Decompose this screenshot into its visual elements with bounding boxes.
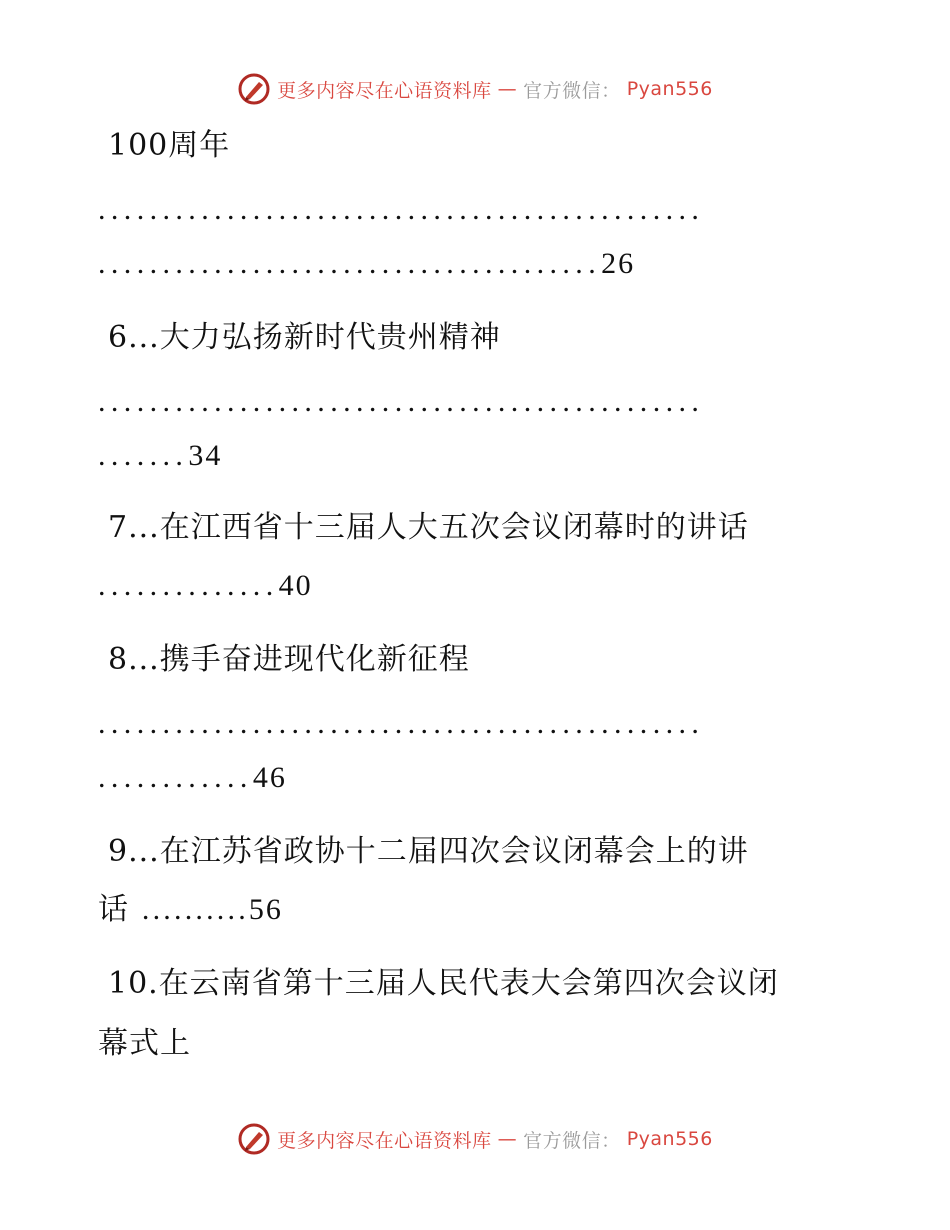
- watermark-label: 官方微信：: [523, 79, 621, 102]
- toc-page-number: 46: [252, 761, 287, 794]
- toc-leader-dots: ...............................................: [98, 193, 705, 226]
- toc-page-number: 40: [278, 569, 313, 602]
- toc-leader-dots: ...............................................: [98, 707, 705, 740]
- watermark-id: Pyan556: [626, 78, 713, 100]
- toc-leader-dots: .......: [98, 439, 189, 472]
- toc-leader-row: [98, 566, 313, 606]
- footer-watermark: [0, 1122, 950, 1156]
- toc-leader-row: [98, 890, 283, 930]
- toc-page-number: 26: [601, 247, 636, 280]
- header-watermark: [0, 72, 950, 106]
- watermark-text: 更多内容尽在心语资料库: [277, 79, 492, 102]
- toc-leader-dots: ..............: [98, 569, 279, 602]
- toc-page-number: 34: [188, 439, 223, 472]
- watermark-id: Pyan556: [626, 1128, 713, 1150]
- toc-item-10[interactable]: 10.在云南省第十三届人民代表大会第四次会议闭: [108, 966, 779, 1001]
- toc-item-9-continued: 话 ..........: [98, 893, 249, 926]
- toc-leader-row: [98, 436, 222, 476]
- pen-logo-icon: [237, 1122, 271, 1156]
- pen-logo-icon: [237, 72, 271, 106]
- watermark-label: 官方微信：: [523, 1129, 621, 1152]
- toc-item-9[interactable]: 9...在江苏省政协十二届四次会议闭幕会上的讲: [108, 834, 749, 869]
- toc-item-10-continued: 幕式上: [98, 1026, 191, 1061]
- toc-leader-dots: .......................................: [98, 247, 602, 280]
- toc-item-6[interactable]: 6...大力弘扬新时代贵州精神: [108, 320, 501, 355]
- watermark-dash: —: [497, 1128, 518, 1150]
- toc-leader-dots: ............: [98, 761, 253, 794]
- watermark-text: 更多内容尽在心语资料库: [277, 1129, 492, 1152]
- watermark-dash: —: [497, 78, 518, 100]
- toc-item-8[interactable]: 8...携手奋进现代化新征程: [108, 642, 470, 677]
- toc-leader-row: [98, 758, 287, 798]
- toc-leader-dots: ...............................................: [98, 385, 705, 418]
- toc-item-7[interactable]: 7...在江西省十三届人大五次会议闭幕时的讲话: [108, 510, 749, 545]
- toc-leader-row: [98, 244, 635, 284]
- toc-line-100-years: 100周年: [108, 128, 231, 163]
- toc-page-number: 56: [248, 893, 283, 926]
